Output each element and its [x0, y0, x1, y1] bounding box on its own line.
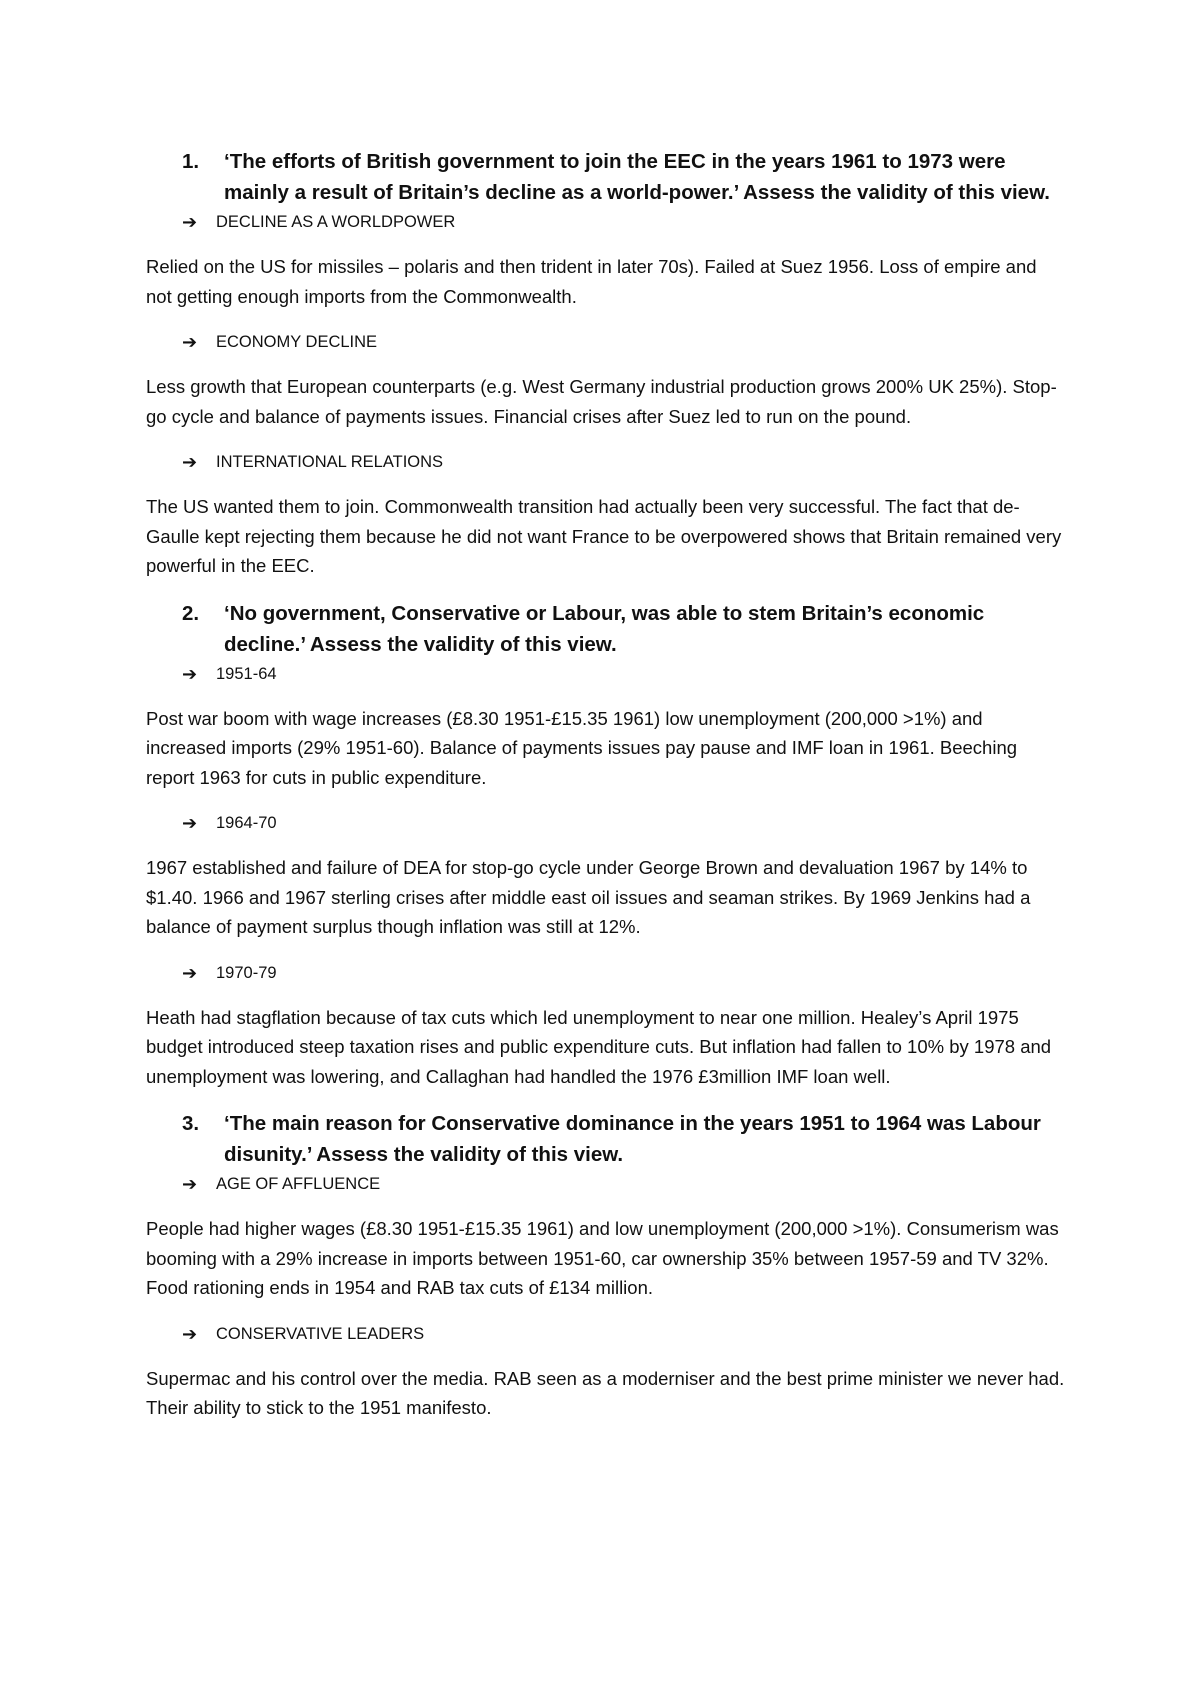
question-number: 3.	[182, 1112, 200, 1135]
section-body: 1967 established and failure of DEA for stop-go cycle under George Brown and devaluation 1967 by 14% to $1.40. 1966 and 1967 sterling crises after middle east oil issues and seaman strikes. By 1969 Jenkins had a balance of payment surplus though inflation was still at 12%.	[146, 857, 1031, 937]
section-heading	[146, 660, 1066, 688]
arrow-right-icon: ➔	[182, 663, 198, 684]
section-heading-text: ECONOMY DECLINE	[216, 333, 378, 351]
section-body: Less growth that European counterparts (e.g. West Germany industrial production grows 200% UK 25%). Stop-go cycle and balance of payments issues. Financial crises after Suez led to run on the pound.	[146, 376, 1057, 427]
section-heading	[146, 809, 1066, 837]
section-heading-text: 1951-64	[216, 664, 277, 683]
arrow-right-icon: ➔	[182, 212, 198, 232]
section-heading	[146, 208, 1066, 236]
arrow-right-icon: ➔	[182, 813, 198, 833]
arrow-right-icon: ➔	[182, 1174, 198, 1194]
question-number: 1.	[182, 150, 200, 173]
question-number: 2.	[182, 601, 200, 625]
section-heading-text: CONSERVATIVE LEADERS	[216, 1324, 425, 1343]
section-body: Relied on the US for missiles – polaris and then trident in later 70s). Failed at Suez 1956. Loss of empire and not getting enough imports from the Commonwealth.	[146, 256, 1037, 307]
section-heading	[146, 959, 1066, 987]
question-3	[146, 1108, 1066, 1170]
arrow-right-icon: ➔	[182, 452, 198, 472]
section-heading-text: AGE OF AFFLUENCE	[216, 1175, 381, 1193]
document-content	[146, 146, 1066, 1440]
section-body: Supermac and his control over the media. RAB seen as a moderniser and the best prime minister we never had. Their ability to stick to the 1951 manifesto.	[146, 1367, 1065, 1418]
section-heading-text: 1964-70	[216, 814, 277, 832]
section-heading	[146, 328, 1066, 356]
section-body: Heath had stagflation because of tax cuts which led unemployment to near one million. Healey’s April 1975 budget introduced steep taxation rises and public expenditure cuts. But inflation had fallen to 10% by 1978 and unemployment was lowering, and Callaghan had handled the 1976 £3million IMF loan well.	[146, 1006, 1052, 1087]
section-heading-text: DECLINE AS A WORLDPOWER	[216, 213, 456, 231]
question-text: ‘The main reason for Conservative dominance in the years 1951 to 1964 was Labour disunity.’ Assess the validity of this view.	[224, 1112, 1041, 1166]
arrow-right-icon: ➔	[182, 962, 198, 983]
question-1	[146, 146, 1066, 208]
question-text: ‘No government, Conservative or Labour, was able to stem Britain’s economic decline.’ Assess the validity of this view.	[224, 601, 985, 656]
section-heading	[146, 448, 1066, 476]
section-body: The US wanted them to join. Commonwealth transition had actually been very successful. The fact that de-Gaulle kept rejecting them because he did not want France to be overpowered shows that Britain remained very powerful in the EEC.	[146, 496, 1062, 576]
section-heading	[146, 1170, 1066, 1198]
section-body: People had higher wages (£8.30 1951-£15.35 1961) and low unemployment (200,000 >1%). Consumerism was booming with a 29% increase in imports between 1951-60, car ownership 35% between 1957-59 and TV 32%. Food rationing ends in 1954 and RAB tax cuts of £134 million.	[146, 1218, 1059, 1298]
section-body: Post war boom with wage increases (£8.30 1951-£15.35 1961) low unemployment (200,000 >1%) and increased imports (29% 1951-60). Balance of payments issues pay pause and IMF loan in 1961. Beeching report 1963 for cuts in public expenditure.	[146, 707, 1018, 788]
arrow-right-icon: ➔	[182, 1323, 198, 1344]
question-2	[146, 598, 1066, 660]
question-text: ‘The efforts of British government to join the EEC in the years 1961 to 1973 were mainly a result of Britain’s decline as a world-power.’ Assess the validity of this view.	[224, 150, 1050, 204]
arrow-right-icon: ➔	[182, 332, 198, 352]
section-heading	[146, 1320, 1066, 1348]
section-heading-text: INTERNATIONAL RELATIONS	[216, 453, 444, 471]
section-heading-text: 1970-79	[216, 963, 277, 982]
